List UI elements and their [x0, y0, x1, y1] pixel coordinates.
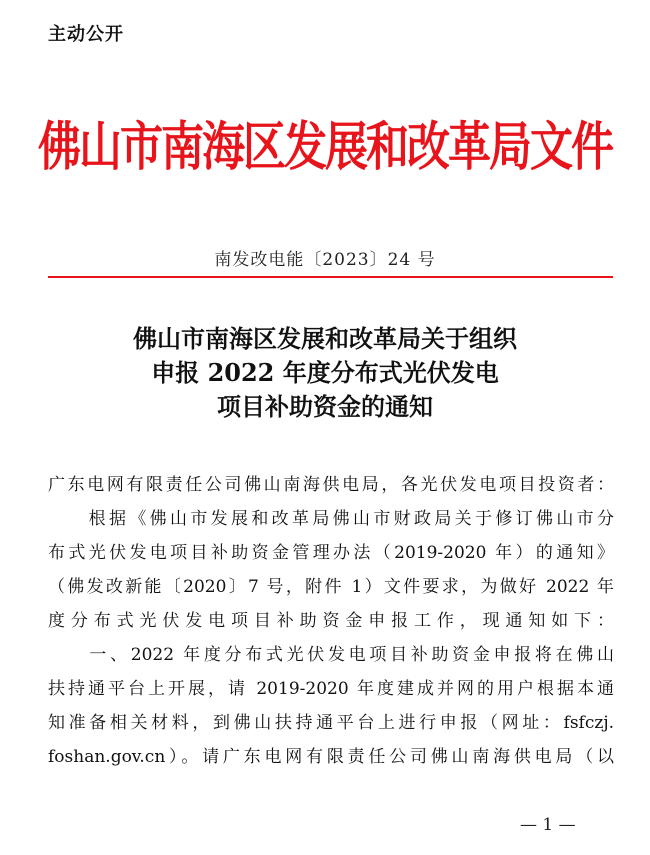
body-line: 布式光伏发电项目补助资金管理办法（2019-2020 年）的通知》	[48, 543, 614, 563]
body-line: 广东电网有限责任公司佛山南海供电局，各光伏发电项目投资者：	[48, 475, 614, 495]
document-masthead: 佛山市南海区发展和改革局文件	[38, 116, 612, 178]
document-body	[48, 468, 614, 774]
document-number: 南发改电能〔2023〕24 号	[214, 250, 436, 270]
body-line: 度分布式光伏发电项目补助资金申报工作，现通知如下：	[48, 611, 614, 631]
title-line: 佛山市南海区发展和改革局关于组织	[133, 324, 517, 353]
body-line: 一、2022 年度分布式光伏发电项目补助资金申报将在佛山	[48, 645, 614, 665]
red-divider-line	[48, 276, 613, 278]
body-line: 知准备相关材料，到佛山扶持通平台上进行申报（网址：fsfczj.	[48, 713, 614, 733]
classification-label: 主动公开	[48, 24, 124, 45]
body-line: foshan.gov.cn）。请广东电网有限责任公司佛山南海供电局（以	[48, 747, 614, 767]
document-title	[0, 322, 650, 424]
title-line: 申报 2022 年度分布式光伏发电	[151, 358, 499, 387]
title-line: 项目补助资金的通知	[217, 392, 433, 421]
body-line: 扶持通平台上开展，请 2019-2020 年度建成并网的用户根据本通	[48, 679, 614, 699]
page-number: — 1 —	[520, 815, 576, 835]
body-line: （佛发改新能〔2020〕7 号，附件 1）文件要求，为做好 2022 年	[48, 577, 614, 597]
body-line: 根据《佛山市发展和改革局佛山市财政局关于修订佛山市分	[48, 509, 614, 529]
